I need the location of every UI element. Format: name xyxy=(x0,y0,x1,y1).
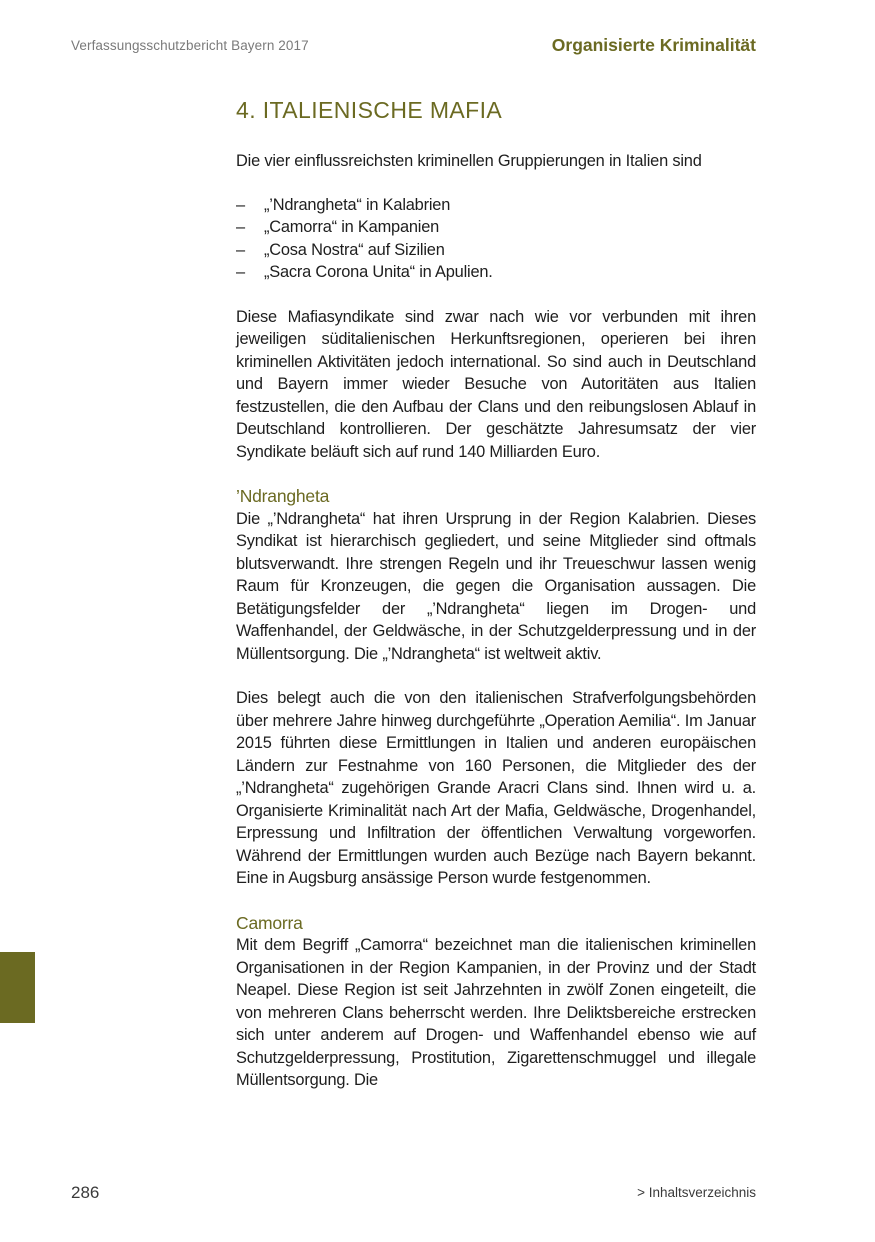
dash-bullet: – xyxy=(236,218,245,236)
list-item xyxy=(236,194,756,217)
list-item xyxy=(236,261,756,284)
list-item-text: „Camorra“ in Kampanien xyxy=(264,218,440,236)
running-header-section: Organisierte Kriminalität xyxy=(551,35,756,55)
chapter-side-tab xyxy=(0,952,35,1023)
list-item-text: „Cosa Nostra“ auf Sizilien xyxy=(264,240,445,259)
body-paragraph: Dies belegt auch die von den italienischen Strafverfolgungsbehörden über mehrere Jahre hinweg durchgeführte „Operation Aemilia“. Im Januar 2015 führten diese Ermittlungen in Italien und anderen europäischen Ländern zur Festnahme von 160 Personen, die Mitglieder des der „’Ndrangheta“ zugehörigen Grande Aracri Clans sind. Ihnen wird u. a. Organisierte Kriminalität nach Art der Mafia, Geldwäsche, Drogenhandel, Erpressung und Infiltration der öffentlichen Verwaltung vorgeworfen. Während der Ermittlungen wurden auch Bezüge nach Bayern bekannt. Eine in Augsburg ansässige Person wurde festgenommen. xyxy=(236,689,756,887)
dash-bullet: – xyxy=(236,195,245,214)
body-paragraph: Mit dem Begriff „Camorra“ bezeichnet man die italienischen kriminellen Organisationen in der Region Kampanien, in der Provinz und der Stadt Neapel. Diese Region ist seit Jahrzehnten in zwölf Zonen eingeteilt, die von mehreren Clans beherrscht werden. Ihre Deliktsbereiche erstrecken sich unter anderem auf Drogen- und Waffenhandel ebenso wie auf Schutzgelderpressung, Prostitution, Zigarettenschmuggel und illegale Müllentsorgung. Die xyxy=(236,936,756,1089)
list-item-text: „Sacra Corona Unita“ in Apulien. xyxy=(264,263,493,281)
dash-bullet: – xyxy=(236,263,245,281)
table-of-contents-link[interactable]: > Inhaltsverzeichnis xyxy=(637,1185,756,1200)
section-heading-ndrangheta: ’Ndrangheta xyxy=(236,486,330,506)
body-paragraph: Die „’Ndrangheta“ hat ihren Ursprung in der Region Kalabrien. Dieses Syndikat ist hierarchisch gegliedert, und seine Mitglieder sind oftmals blutsverwandt. Ihre strengen Regeln und ihr Treueschwur lassen wenig Raum für Kronzeugen, die gegen die Organisation aussagen. Die Betätigungsfelder der „’Ndrangheta“ liegen im Drogen- und Waffenhandel, der Geldwäsche, in der Schutzgelderpressung und in der Müllentsorgung. Die „’Ndrangheta“ ist weltweit aktiv. xyxy=(236,509,756,663)
page-content xyxy=(236,95,756,1092)
list-item xyxy=(236,239,756,262)
list-item-text: „’Ndrangheta“ in Kalabrien xyxy=(264,195,451,214)
page-title: 4. ITALIENISCHE MAFIA xyxy=(236,97,503,123)
list-item xyxy=(236,216,756,239)
page-number: 286 xyxy=(71,1183,100,1202)
section-heading-camorra: Camorra xyxy=(236,912,303,933)
intro-text: Die vier einflussreichsten kriminellen Gruppierungen in Italien sind xyxy=(236,152,702,170)
dash-bullet: – xyxy=(236,240,245,259)
running-header-title: Verfassungsschutzbericht Bayern 2017 xyxy=(71,38,309,53)
body-paragraph: Diese Mafiasyndikate sind zwar nach wie vor verbunden mit ihren jeweiligen süditalienischen Herkunftsregionen, operieren bei ihren kriminellen Aktivitäten jedoch international. So sind auch in Deutschland und Bayern immer wieder Besuche von Autoritäten aus Italien festzustellen, die den Aufbau der Clans und den reibungslosen Ablauf in Deutschland kontrollieren. Der geschätzte Jahresumsatz der vier Syndikate beläuft sich auf rund 140 Milliarden Euro. xyxy=(236,307,756,461)
mafia-groups-list xyxy=(236,194,756,284)
